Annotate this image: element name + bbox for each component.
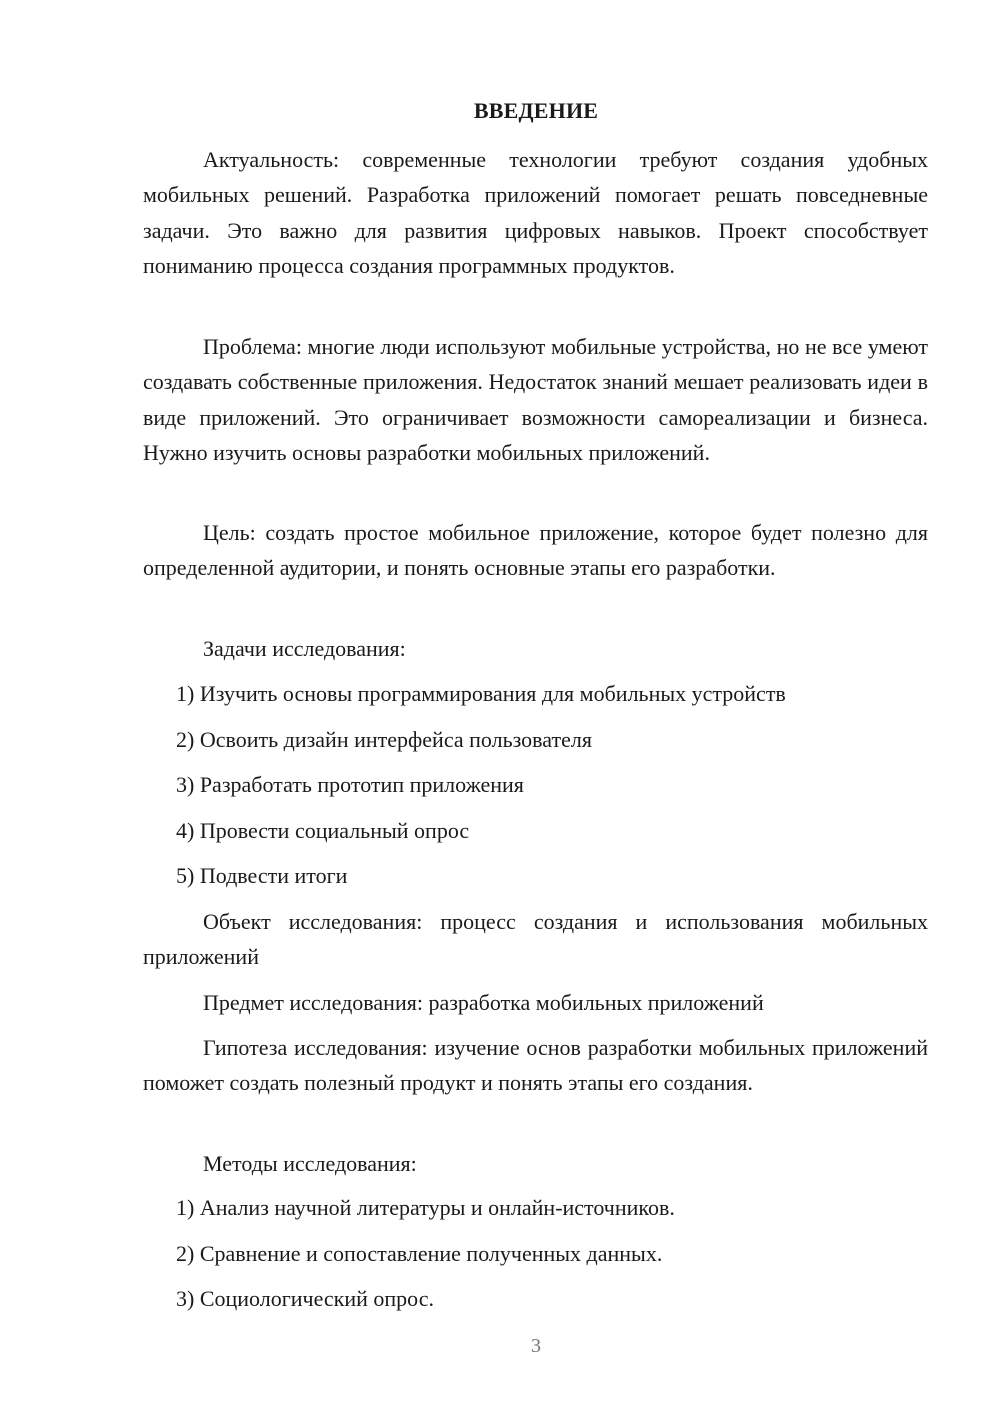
tasks-heading: Задачи исследования: [203, 636, 406, 661]
object-block [143, 904, 928, 975]
method-item: 3) Социологический опрос. [176, 1286, 434, 1311]
hypothesis-block [143, 1030, 928, 1101]
subject-paragraph: Предмет исследования: разработка мобильных приложений [203, 990, 764, 1015]
page-title: ВВЕДЕНИЕ [473, 98, 599, 123]
methods-heading-block [143, 1146, 928, 1181]
goal-block [143, 515, 928, 586]
task-item: 4) Провести социальный опрос [176, 818, 470, 843]
goal-paragraph: Цель: создать простое мобильное приложение, которое будет полезно для определенной аудитории, и понять основные этапы его разработки. [143, 520, 928, 581]
task-item: 3) Разработать прототип приложения [176, 772, 524, 797]
subject-block [143, 985, 928, 1020]
task-item: 1) Изучить основы программирования для мобильных устройств [176, 681, 786, 706]
methods-heading: Методы исследования: [203, 1151, 417, 1176]
task-item: 2) Освоить дизайн интерфейса пользователя [176, 727, 592, 752]
page-number: 3 [531, 1335, 541, 1357]
task-item: 5) Подвести итоги [176, 863, 348, 888]
relevance-paragraph: Актуальность: современные технологии требуют создания удобных мобильных решений. Разработка приложений помогает решать повседневные задачи. Это важно для развития цифровых навыков. Проект способствует пониманию процесса создания программных продуктов. [143, 147, 928, 278]
problem-block [143, 329, 928, 470]
relevance-block [143, 142, 928, 283]
tasks-heading-block [143, 631, 928, 666]
hypothesis-paragraph: Гипотеза исследования: изучение основ разработки мобильных приложений поможет создать полезный продукт и понять этапы его создания. [143, 1035, 928, 1096]
method-item: 1) Анализ научной литературы и онлайн-источников. [176, 1195, 675, 1220]
problem-paragraph: Проблема: многие люди используют мобильные устройства, но не все умеют создавать собственные приложения. Недостаток знаний мешает реализовать идеи в виде приложений. Это ограничивает возможности самореализации и бизнеса. Нужно изучить основы разработки мобильных приложений. [143, 334, 928, 465]
method-item: 2) Сравнение и сопоставление полученных данных. [176, 1241, 663, 1266]
object-paragraph: Объект исследования: процесс создания и использования мобильных приложений [143, 909, 928, 970]
